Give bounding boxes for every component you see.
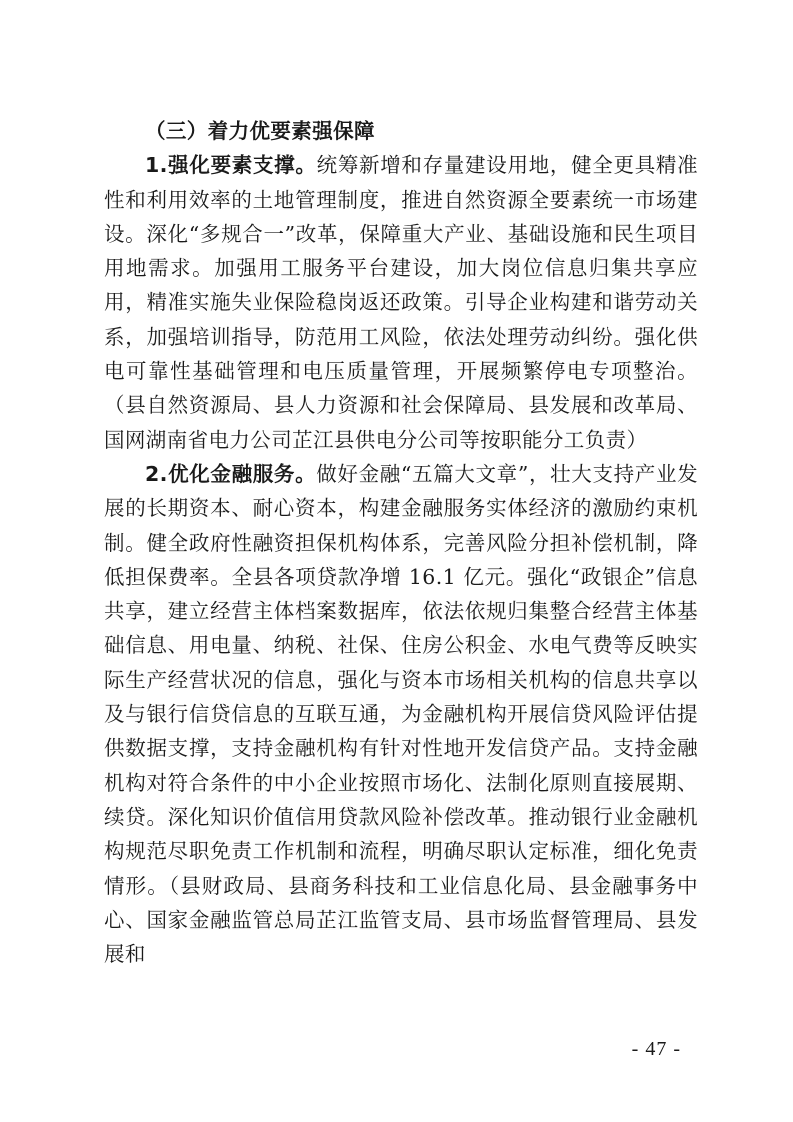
paragraph-financial-services — [104, 457, 698, 971]
paragraph-strengthen-factors — [104, 148, 698, 457]
section-heading: （三）着力优要素强保障 — [145, 119, 375, 143]
page-number: - 47 - — [631, 1038, 681, 1060]
document-body — [104, 114, 698, 971]
paragraph-lead: 1.强化要素支撑。 — [145, 153, 317, 178]
paragraph-lead: 2.优化金融服务。 — [145, 461, 317, 486]
paragraph-body: 做好金融“五篇大文章”，壮大支持产业发展的长期资本、耐心资本，构建金融服务实体经济的激励约束机制。健全政府性融资担保机构体系，完善风险分担补偿机制，降低担保费率。全县各项贷款净增 16.1 亿元。强化“政银企”信息共享，建立经营主体档案数据库，依法依规归集整合经营主体基础信息、用电量、纳税、社保、住房公积金、水电气费等反映实际生产经营状况的信息，强化与资本市场相关机构的信息共享以及与银行信贷信息的互联互通，为金融机构开展信贷风险评估提供数据支撑，支持金融机构有针对性地开发信贷产品。支持金融机构对符合条件的中小企业按照市场化、法制化原则直接展期、续贷。深化知识价值信用贷款风险补偿改革。推动银行业金融机构规范尽职免责工作机制和流程，明确尽职认定标准，细化免责情形。（县财政局、县商务科技和工业信息化局、县金融事务中心、国家金融监管总局芷江监管支局、县市场监督管理局、县发展和 — [104, 461, 699, 967]
paragraph-body: 统筹新增和存量建设用地，健全更具精准性和利用效率的土地管理制度，推进自然资源全要素统一市场建设。深化“多规合一”改革，保障重大产业、基础设施和民生项目用地需求。加强用工服务平台建设，加大岗位信息归集共享应用，精准实施失业保险稳岗返还政策。引导企业构建和谐劳动关系，加强培训指导，防范用工风险，依法处理劳动纠纷。强化供电可靠性基础管理和电压质量管理，开展频繁停电专项整治。（县自然资源局、县人力资源和社会保障局、县发展和改革局、国网湖南省电力公司芷江县供电分公司等按职能分工负责） — [104, 153, 699, 452]
